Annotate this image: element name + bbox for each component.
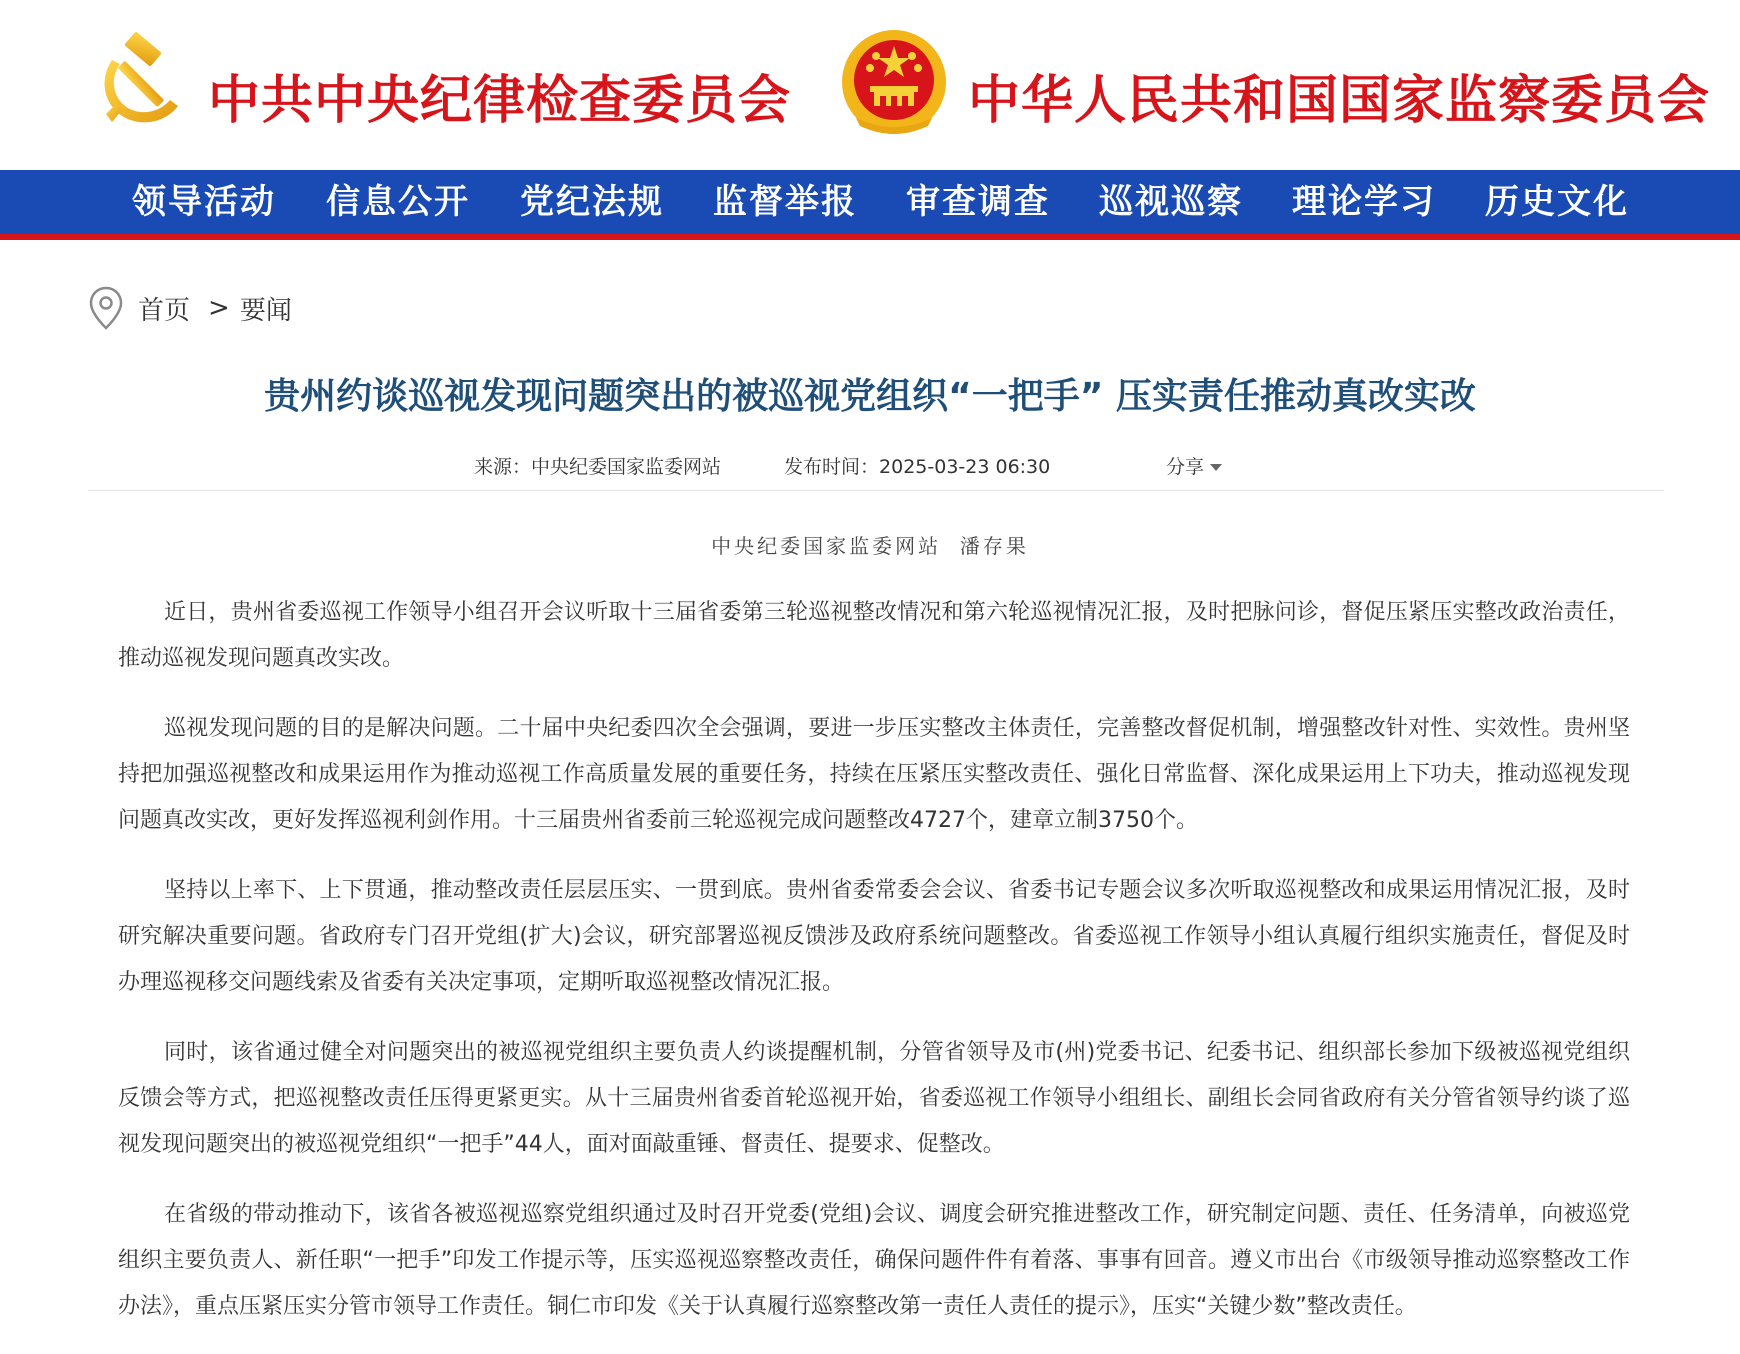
breadcrumb-separator: >	[208, 293, 230, 323]
share-label: 分享	[1166, 456, 1205, 478]
nav-item-theory-study[interactable]: 理论学习	[1292, 182, 1436, 222]
article-byline: 中央纪委国家监委网站 潘存果	[711, 534, 1029, 558]
site-header	[0, 0, 1740, 170]
main-nav	[0, 170, 1740, 240]
article-body	[118, 590, 1630, 1354]
breadcrumb-home[interactable]: 首页	[138, 295, 191, 326]
share-button[interactable]	[1166, 452, 1222, 479]
national-supervision-commission-title[interactable]: 中华人民共和国国家监察委员会	[968, 70, 1711, 131]
time-value: 2025-03-23 06:30	[879, 456, 1051, 478]
article-paragraph: 在省级的带动推动下，该省各被巡视巡察党组织通过及时召开党委(党组)会议、调度会研究推进整改工作，研究制定问题、责任、任务清单，向被巡党组织主要负责人、新任职“一把手”印发工作提示等，压实巡视巡察整改责任，确保问题件件有着落、事事有回音。遵义市出台《市级领导推动巡察整改工作办法》，重点压紧压实分管市领导工作责任。铜仁市印发《关于认真履行巡察整改第一责任人责任的提示》，压实“关键少数”整改责任。	[118, 1202, 1630, 1319]
article-time	[784, 452, 1050, 479]
article-source	[474, 452, 721, 479]
national-emblem-icon[interactable]	[838, 28, 950, 138]
article-paragraph: 坚持以上率下、上下贯通，推动整改责任层层压实、一贯到底。贵州省委常委会会议、省委书记专题会议多次听取巡视整改和成果运用情况汇报，及时研究解决重要问题。省政府专门召开党组(扩大)会议，研究部署巡视反馈涉及政府系统问题整改。省委巡视工作领导小组认真履行组织实施责任，督促及时办理巡视移交问题线索及省委有关决定事项，定期听取巡视整改情况汇报。	[118, 878, 1630, 995]
breadcrumb-current[interactable]: 要闻	[239, 295, 292, 326]
party-emblem-icon[interactable]	[92, 30, 184, 130]
article-paragraph: 近日，贵州省委巡视工作领导小组召开会议听取十三届省委第三轮巡视整改情况和第六轮巡视情况汇报，及时把脉问诊，督促压紧压实整改政治责任，推动巡视发现问题真改实改。	[118, 600, 1630, 671]
nav-item-history-culture[interactable]: 历史文化	[1485, 182, 1629, 222]
chevron-down-icon	[1210, 464, 1222, 471]
breadcrumb	[88, 286, 292, 330]
nav-item-info-disclosure[interactable]: 信息公开	[326, 182, 470, 222]
article-paragraph: 巡视发现问题的目的是解决问题。二十届中央纪委四次全会强调，要进一步压实整改主体责任，完善整改督促机制，增强整改针对性、实效性。贵州坚持把加强巡视整改和成果运用作为推动巡视工作高质量发展的重要任务，持续在压紧压实整改责任、强化日常监督、深化成果运用上下功夫，推动巡视发现问题真改实改，更好发挥巡视利剑作用。十三届贵州省委前三轮巡视完成问题整改4727个，建章立制3750个。	[118, 716, 1630, 833]
nav-item-supervision-report[interactable]: 监督举报	[713, 182, 857, 222]
cc-discipline-commission-title[interactable]: 中共中央纪律检查委员会	[208, 70, 792, 131]
nav-item-regulations[interactable]: 党纪法规	[520, 182, 664, 222]
nav-item-investigation[interactable]: 审查调查	[906, 182, 1050, 222]
source-label: 来源：	[474, 456, 532, 478]
location-pin-icon	[88, 286, 124, 330]
article-paragraph: 同时，该省通过健全对问题突出的被巡视党组织主要负责人约谈提醒机制，分管省领导及市(州)党委书记、纪委书记、组织部长参加下级被巡视党组织反馈会等方式，把巡视整改责任压得更紧更实。从十三届贵州省委首轮巡视开始，省委巡视工作领导小组组长、副组长会同省政府有关分管省领导约谈了巡视发现问题突出的被巡视党组织“一把手”44人，面对面敲重锤、督责任、提要求、促整改。	[118, 1040, 1630, 1157]
article-title: 贵州约谈巡视发现问题突出的被巡视党组织“一把手” 压实责任推动真改实改	[264, 376, 1476, 417]
nav-item-inspection[interactable]: 巡视巡察	[1099, 182, 1243, 222]
nav-item-leadership[interactable]: 领导活动	[132, 182, 276, 222]
source-value: 中央纪委国家监委网站	[531, 456, 722, 478]
meta-divider	[88, 490, 1664, 491]
time-label: 发布时间：	[784, 456, 880, 478]
